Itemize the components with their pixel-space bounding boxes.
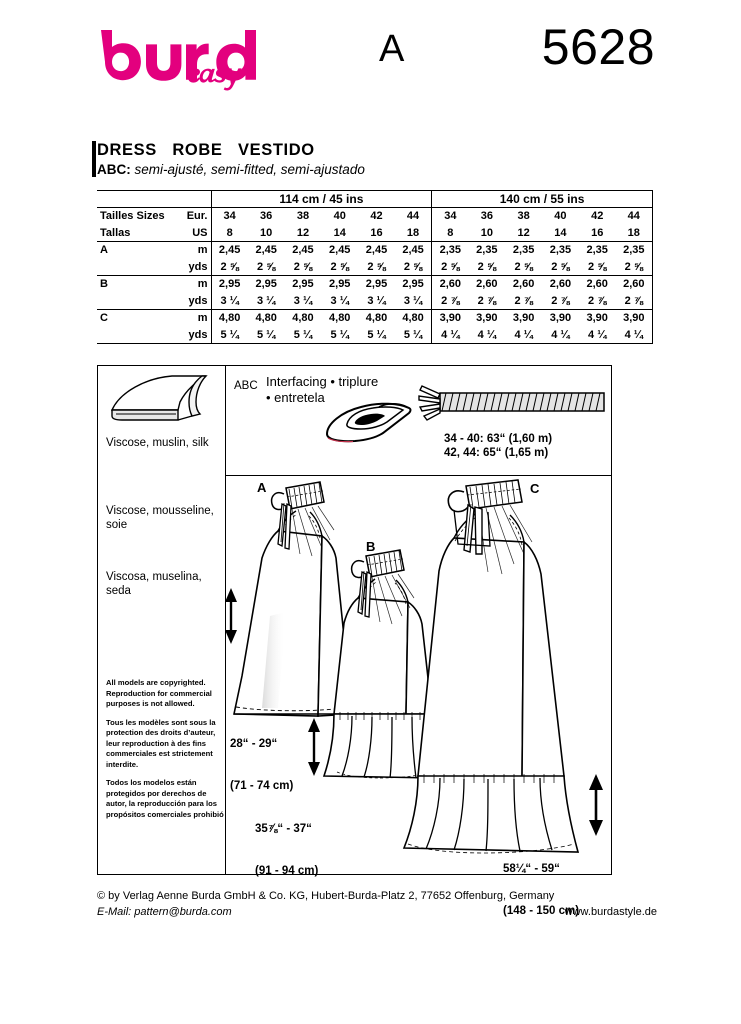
- cord-icon: [416, 384, 606, 429]
- yardage-cell: 2 ⅝: [367, 260, 386, 273]
- burda-easy-logo: [97, 28, 277, 98]
- cord-length-line2: 42, 44: 65“ (1,65 m): [444, 447, 549, 459]
- yardage-cell: 5 ¼: [358, 327, 395, 344]
- yardage-cell: 4,80: [285, 310, 322, 327]
- iron-icon: [323, 394, 415, 452]
- table-row: [97, 242, 653, 259]
- yardage-cell: 3 ¼: [256, 294, 276, 307]
- copyright-en: All models are copyrighted. Reproduction for commercial purposes is not allowed.: [106, 678, 212, 708]
- dress-label-c: C: [530, 481, 540, 496]
- dress-c-drawing: [404, 480, 578, 853]
- copyright-notice: [106, 678, 224, 828]
- dress-label-b: B: [366, 539, 376, 554]
- yardage-cell: 2 ⅝: [256, 260, 276, 273]
- yardage-cell: 3,90: [542, 310, 579, 327]
- title-accent-bar: [92, 141, 96, 177]
- yardage-cell: 5 ¼: [395, 327, 432, 344]
- fabric-suggestions-column: [98, 366, 226, 874]
- dimension-c-inches: 58¼“ - 59“: [503, 863, 560, 875]
- yardage-cell: 2,60: [616, 276, 653, 293]
- dimension-b-cm: (91 - 94 cm): [255, 865, 319, 877]
- yardage-cell: 2,60: [468, 276, 505, 293]
- page-title: DRESS ROBE VESTIDO: [97, 141, 315, 159]
- table-row-width-headers: [97, 191, 653, 208]
- yardage-cell: 2 ⅝: [551, 260, 570, 273]
- yardage-cell: 2,95: [248, 276, 285, 293]
- interfacing-section: [226, 366, 611, 476]
- size-us-cell: 18: [616, 225, 653, 242]
- row-view-label: A: [97, 242, 185, 259]
- yardage-cell: 2,45: [211, 242, 248, 259]
- yardage-cell: 2 ⅞: [514, 294, 533, 307]
- yardage-cell: 2 ⅞: [551, 294, 570, 307]
- yardage-cell: 4 ¼: [579, 327, 616, 344]
- table-row: [97, 327, 653, 344]
- size-us-cell: 18: [406, 226, 420, 239]
- size-us-cell: 14: [333, 226, 346, 239]
- yardage-cell: 2 ⅞: [432, 293, 469, 310]
- yardage-cell: 4 ¼: [542, 327, 579, 344]
- fabric-text-en: Viscose, muslin, silk: [106, 437, 209, 449]
- row-unit-yds: yds: [188, 260, 208, 273]
- view-letter: A: [379, 28, 405, 70]
- yardage-cell: 4,80: [358, 310, 395, 327]
- yardage-cell: 2,35: [616, 242, 653, 259]
- size-us-cell: 16: [591, 226, 604, 239]
- table-row-sizes-us: [97, 225, 653, 242]
- pattern-number: 5628: [541, 19, 655, 75]
- yardage-cell: 3 ¼: [367, 294, 386, 307]
- dimension-a-cm: (71 - 74 cm): [230, 780, 294, 792]
- interfacing-line2: • entretela: [266, 390, 325, 405]
- size-us-cell: 10: [480, 226, 493, 239]
- yardage-cell: 2 ⅝: [330, 260, 349, 273]
- footer-email[interactable]: E-Mail: pattern@burda.com: [97, 906, 232, 918]
- yardage-cell: 4 ¼: [468, 327, 505, 344]
- yardage-cell: 3,90: [468, 310, 505, 327]
- yardage-cell: 3,90: [432, 310, 469, 327]
- yardage-cell: 2 ⅞: [616, 293, 653, 310]
- yardage-cell: 2,95: [395, 276, 432, 293]
- length-arrow-b: [308, 718, 320, 776]
- folded-fabric-icon: [106, 372, 216, 430]
- size-eur-cell: 42: [358, 208, 395, 225]
- table-row-sizes-eur: [97, 208, 653, 225]
- yardage-cell: 2 ⅞: [588, 294, 607, 307]
- yardage-cell: 2,45: [285, 242, 322, 259]
- yardage-cell: 2 ⅝: [293, 260, 313, 273]
- fit-description: [97, 161, 657, 178]
- size-eur-cell: 36: [248, 208, 285, 225]
- row-unit-m: m: [185, 276, 211, 293]
- table-row: [97, 293, 653, 310]
- yardage-cell: 2,95: [211, 276, 248, 293]
- yardage-cell: 2,95: [321, 276, 358, 293]
- fabric-width-114: 114 cm / 45 ins: [211, 191, 432, 208]
- length-arrow-a: [226, 588, 237, 644]
- yardage-cell: 3,90: [505, 310, 542, 327]
- yardage-cell: 2 ⅝: [514, 260, 533, 273]
- yardage-cell: 2,45: [248, 242, 285, 259]
- yardage-cell: 2 ⅝: [616, 259, 653, 276]
- size-eur-cell: 44: [395, 208, 432, 225]
- yardage-cell: 5 ¼: [248, 327, 285, 344]
- size-us-cell: 12: [296, 226, 310, 239]
- size-eur-cell: 38: [505, 208, 542, 225]
- yardage-cell: 3 ¼: [211, 293, 248, 310]
- yardage-cell: 2 ⅝: [211, 259, 248, 276]
- row-view-label: C: [97, 310, 185, 327]
- views-label: ABC:: [97, 162, 131, 177]
- yardage-cell: 2,60: [542, 276, 579, 293]
- size-eur-cell: 34: [211, 208, 248, 225]
- interfacing-line1: Interfacing • triplure: [266, 374, 379, 389]
- yardage-cell: 3 ¼: [293, 294, 313, 307]
- size-eur-cell: 40: [321, 208, 358, 225]
- unit-us: US: [192, 226, 208, 239]
- yardage-cell: 2 ⅞: [477, 294, 497, 307]
- yardage-cell: 2,45: [358, 242, 395, 259]
- size-us-cell: 14: [554, 226, 567, 239]
- size-eur-cell: 42: [579, 208, 616, 225]
- copyright-fr: Tous les modèles sont sous la protection des droits d’auteur, leur reproduction à des fins commerciales est strictement interdite.: [106, 717, 216, 769]
- dimension-a-inches: 28“ - 29“: [230, 738, 278, 750]
- yardage-cell: 3 ¼: [330, 294, 349, 307]
- yardage-cell: 2,95: [285, 276, 322, 293]
- fabric-width-140: 140 cm / 55 ins: [432, 191, 653, 208]
- fabric-text-fr: Viscose, mousseline, soie: [106, 505, 214, 531]
- row-unit-yds: yds: [185, 327, 211, 344]
- row-unit-m: m: [185, 242, 211, 259]
- yardage-cell: 2,35: [579, 242, 616, 259]
- size-eur-cell: 34: [432, 208, 469, 225]
- size-label-2: Tallas: [100, 226, 131, 239]
- size-us-cell: 8: [211, 225, 248, 242]
- yardage-cell: 2,95: [358, 276, 395, 293]
- size-eur-cell: 36: [468, 208, 505, 225]
- row-view-label: B: [97, 276, 185, 293]
- footer-address: © by Verlag Aenne Burda GmbH & Co. KG, Hubert-Burda-Platz 2, 77652 Offenburg, Germany: [97, 890, 555, 902]
- yardage-cell: 2,35: [505, 242, 542, 259]
- yardage-cell: 5 ¼: [211, 327, 248, 344]
- yardage-cell: 3 ¼: [403, 294, 423, 307]
- yardage-cell: 4 ¼: [505, 327, 542, 344]
- yardage-cell: 3,90: [579, 310, 616, 327]
- dress-a-drawing: [234, 482, 352, 716]
- yardage-cell: 2,60: [505, 276, 542, 293]
- yardage-cell: 4 ¼: [616, 327, 653, 344]
- size-label-1: Tailles Sizes: [97, 208, 185, 225]
- dimension-b-inches: 35⅞“ - 37“: [255, 823, 312, 835]
- table-row: [97, 259, 653, 276]
- size-eur-cell: 44: [616, 208, 653, 225]
- yardage-cell: 4,80: [395, 310, 432, 327]
- yardage-cell: 2,60: [579, 276, 616, 293]
- size-eur-cell: 40: [542, 208, 579, 225]
- page-header: [0, 0, 741, 120]
- yardage-cell: 3,90: [616, 310, 653, 327]
- size-us-cell: 16: [370, 226, 383, 239]
- row-unit-m: m: [185, 310, 211, 327]
- yardage-cell: 2 ⅝: [403, 260, 423, 273]
- length-arrow-c: [589, 774, 603, 836]
- unit-eur: Eur.: [185, 208, 211, 225]
- yardage-cell: 2,35: [432, 242, 469, 259]
- row-unit-yds: yds: [188, 294, 208, 307]
- yardage-cell: 5 ¼: [285, 327, 322, 344]
- yardage-cell: 2,35: [542, 242, 579, 259]
- fabric-requirements-table: [97, 190, 653, 344]
- footer-website[interactable]: www.burdastyle.de: [564, 906, 657, 918]
- yardage-cell: 2 ⅝: [588, 260, 607, 273]
- table-row: [97, 276, 653, 293]
- size-us-cell: 8: [432, 225, 469, 242]
- page-footer: [97, 888, 657, 920]
- fit-text: semi-ajusté, semi-fitted, semi-ajustado: [130, 162, 365, 177]
- yardage-cell: 4,80: [321, 310, 358, 327]
- interfacing-views-label: ABC: [234, 380, 258, 392]
- dress-label-a: A: [257, 480, 267, 495]
- yardage-cell: 5 ¼: [321, 327, 358, 344]
- size-eur-cell: 38: [285, 208, 322, 225]
- yardage-cell: 4 ¼: [432, 327, 469, 344]
- cord-length-text: [444, 432, 552, 460]
- footer-company-line: [97, 888, 657, 904]
- yardage-cell: 2,45: [321, 242, 358, 259]
- table-row: [97, 310, 653, 327]
- yardage-cell: 2,60: [432, 276, 469, 293]
- copyright-es: Todos los modelos están protegidos por derechos de autor, la reproducción para los propósitos comerciales prohibió: [106, 778, 224, 819]
- yardage-cell: 2,45: [395, 242, 432, 259]
- yardage-cell: 2,35: [468, 242, 505, 259]
- yardage-cell: 2 ⅝: [432, 259, 469, 276]
- yardage-cell: 4,80: [248, 310, 285, 327]
- size-us-cell: 12: [517, 226, 530, 239]
- cord-length-line1: 34 - 40: 63“ (1,60 m): [444, 433, 553, 445]
- yardage-cell: 4,80: [211, 310, 248, 327]
- size-us-cell: 10: [260, 226, 273, 239]
- footer-contact-line: [97, 904, 657, 920]
- yardage-cell: 2 ⅝: [477, 260, 497, 273]
- dimension-c-cm: (148 - 150 cm): [503, 905, 580, 917]
- fabric-text-es: Viscosa, muselina, seda: [106, 571, 202, 597]
- title-block: [97, 140, 657, 178]
